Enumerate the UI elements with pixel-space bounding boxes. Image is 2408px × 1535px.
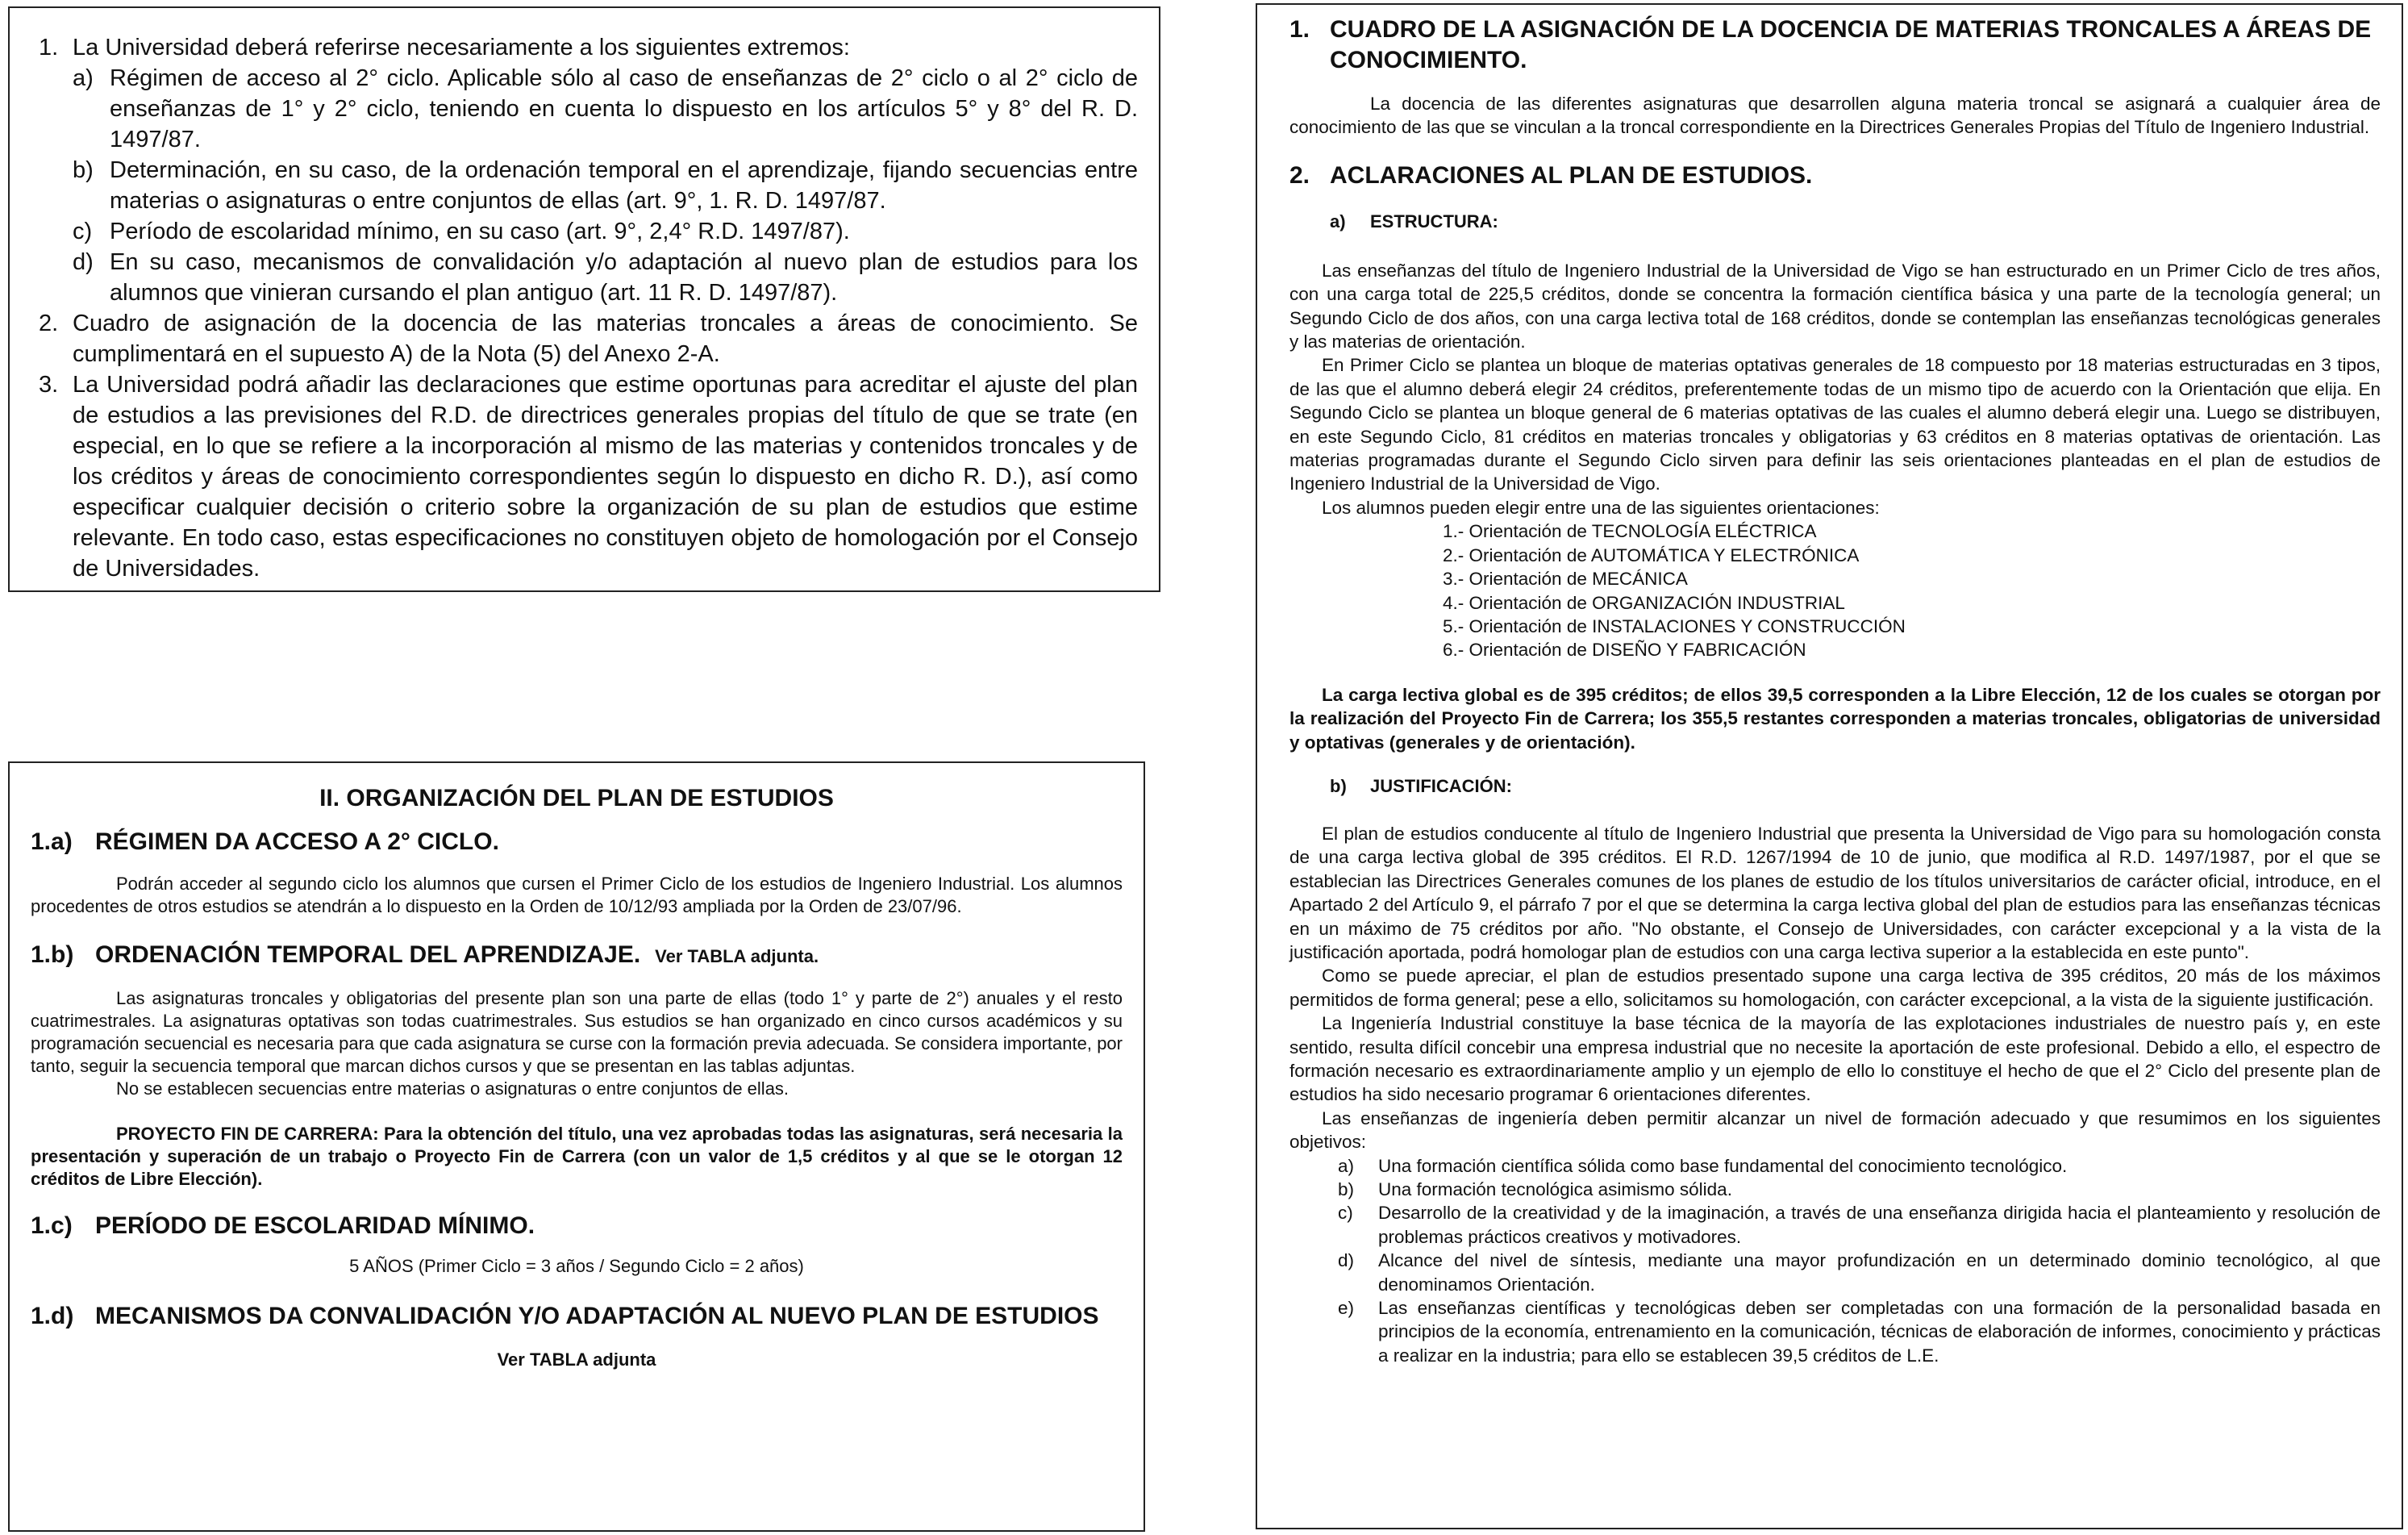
subheading-code: a) [1330,211,1346,232]
item-number: 1. [39,35,59,60]
item-number: 3. [39,372,59,398]
subheading-a [1330,211,2381,233]
paragraph-2b-1: El plan de estudios conducente al título de Ingeniero Industrial que presenta la Universidad de Vigo para su homologación consta de una carga lectiva global de 395 créditos. El R.D. 1267/1994 de 10 de junio, que modifica al R.D. 1497/1987, por el que se establecian las Directrices Generales comunes de los planes de estudio de los títulos universitarios de carácter oficial, introduce, en el Apartado 2 del Artículo 9, el párrafo 7 por el que se determina la carga lectiva global del plan de estudios para las enseñanzas técnicas en un máximo de 75 créditos por año. "No obstante, el Consejo de Universidades, con carácter excepcional y a la vista de la justificación aportada, podrá homologar plan de estudios con una carga lectiva superior a la establecida en este punto". [1289,823,2381,962]
sub-item-a [73,63,1138,155]
sub-text: Régimen de acceso al 2° ciclo. Aplicable sólo al caso de enseñanzas de 2° ciclo o al 2° ciclo de enseñanzas de 1° y 2° ciclo, teniendo en cuenta lo dispuesto en los artículos 5° y 8° del R. D. 1497/87. [110,65,1138,152]
sub-mark: c) [73,219,93,244]
subheading-b [1330,775,2381,798]
heading-code: 1.c) [31,1212,73,1239]
table-reference: Ver TABLA adjunta. [655,946,819,966]
sub-item-d [73,247,1138,308]
heading-text: RÉGIMEN DA ACCESO A 2° CICLO. [95,828,499,855]
objective-mark: b) [1338,1179,1355,1200]
paragraph-2a-4: La carga lectiva global es de 395 créditos; de ellos 39,5 corresponden a la Libre Elección, 12 de los cuales se otorgan por la realización del Proyecto Fin de Carrera; los 355,5 restantes corresponden a materias troncales, obligatorias de universidad y optativas (generales y de orientación). [1289,684,2381,753]
paragraph-1b-2: No se establecen secuencias entre materias o asignaturas o entre conjuntos de ellas. [116,1078,789,1099]
objective-mark: a) [1338,1155,1355,1176]
orientation-item: 4.- Orientación de ORGANIZACIÓN INDUSTRIAL [1443,592,1845,613]
heading-2 [1289,161,2381,191]
paragraph-1c: 5 AÑOS (Primer Ciclo = 3 años / Segundo Ciclo = 2 años) [349,1256,804,1276]
objective-text: Las enseñanzas científicas y tecnológicas deben ser completadas con una formación de la personalidad basada en principios de la economía, entrenamiento en la comunicación, técnicas de elaboración de informes, conocimiento y prácticas a realizar en la industria; para ello se establecen 39,5 créditos de L.E. [1378,1298,2381,1366]
heading-1 [1289,15,2381,76]
objective-text: Una formación tecnológica asimismo sólida. [1378,1179,1732,1200]
subheading-text: JUSTIFICACIÓN: [1370,775,1512,796]
objective-item [1289,1296,2381,1367]
paragraph-2b-3: La Ingeniería Industrial constituye la base técnica de la mayoría de las explotaciones industriales de nuestro país y, en este sentido, resulta difícil concebir una empresa industrial que no necesite la aportación de este profesional. Debido a ello, el espectro de formación necesario es extraordinariamente amplio y un ejemplo de ello lo constituye el hecho de que el 2° Ciclo del presente plan de estudios ha sido necesario programar 6 orientaciones diferentes. [1289,1013,2381,1105]
clarifications-box [1256,3,2403,1529]
objective-item [1289,1201,2381,1249]
objective-text: Una formación científica sólida como base fundamental del conocimiento tecnológico. [1378,1155,2068,1176]
heading-code: 1.d) [31,1303,74,1329]
heading-text: ORDENACIÓN TEMPORAL DEL APRENDIZAJE. [95,941,641,968]
instructions-list [39,32,1138,584]
heading-code: 2. [1289,161,1310,189]
orientation-item: 5.- Orientación de INSTALACIONES Y CONSTRUCCIÓN [1443,615,1906,636]
sub-mark: d) [73,249,94,275]
subheading-code: b) [1330,775,1347,796]
sub-item-b [73,155,1138,216]
heading-text: ACLARACIONES AL PLAN DE ESTUDIOS. [1330,161,1813,189]
heading-1c [31,1210,1123,1242]
item-text: La Universidad podrá añadir las declaraciones que estime oportunas para acreditar el ajuste del plan de estudios a las previsiones del R.D. de directrices generales propias del título de que se trate (en especial, en lo que se refiere a la incorporación al mismo de las materias y contenidos troncales y de los créditos y áreas de conocimiento correspondientes según lo dispuesto en dicho R. D.), así como especificar cualquier decisión o criterio sobre la organización de su plan de estudios que estime relevante. En todo caso, estas especificaciones no constituyen objeto de homologación por el Consejo de Universidades. [73,372,1138,582]
instruction-item-1 [39,32,1138,308]
objective-mark: c) [1338,1203,1353,1224]
sub-list [73,63,1138,308]
sub-mark: a) [73,65,94,91]
section-title: II. ORGANIZACIÓN DEL PLAN DE ESTUDIOS [319,785,834,811]
sub-text: En su caso, mecanismos de convalidación y/o adaptación al nuevo plan de estudios para los alumnos que vinieran cursando el plan antiguo (art. 11 R. D. 1497/87). [110,249,1138,306]
paragraph-2b-2: Como se puede apreciar, el plan de estudios presentado supone una carga lectiva de 395 créditos, 20 más de los máximos permitidos de forma general; pese a ello, solicitamos su homologación, con carácter excepcional, a la vista de la siguiente justificación. [1289,966,2381,1010]
objective-mark: e) [1338,1298,1355,1319]
heading-1b [31,939,1123,973]
instruction-item-3 [39,369,1138,584]
sub-item-c [73,216,1138,247]
objective-item [1289,1154,2381,1178]
paragraph-1d: Ver TABLA adjunta [497,1349,656,1370]
orientation-item: 6.- Orientación de DISEÑO Y FABRICACIÓN [1443,640,1806,661]
paragraph-1b-1: Las asignaturas troncales y obligatorias del presente plan son una parte de ellas (todo 1° y parte de 2°) anuales y el resto cuatrimestrales. La asignaturas optativas son todas cuatrimestrales. Sus estudios se han organizado en cinco cursos académicos y su programación secuencial es necesaria para que cada asignatura se curse con la formación previa adecuada. Se considera importante, por tanto, seguir la secuencia temporal que marcan dichos cursos y que se presentan en las tablas adjuntas. [31,988,1123,1076]
orientation-item: 3.- Orientación de MECÁNICA [1443,569,1688,590]
heading-1a [31,826,1123,858]
orientation-item: 2.- Orientación de AUTOMÁTICA Y ELECTRÓNICA [1443,544,1860,565]
subheading-text: ESTRUCTURA: [1370,211,1498,232]
objective-item [1289,1249,2381,1296]
paragraph-1b-3: PROYECTO FIN DE CARRERA: Para la obtención del título, una vez aprobadas todas las asignaturas, será necesaria la presentación y superación de un trabajo o Proyecto Fin de Carrera (con un valor de 1,5 créditos y al que se le otorgan 12 créditos de Libre Elección). [31,1124,1123,1189]
orientation-list [1289,519,2381,661]
paragraph-2a-1: Las enseñanzas del título de Ingeniero Industrial de la Universidad de Vigo se han estructurado en un Primer Ciclo de tres años, con una carga total de 225,5 créditos, donde se concentra la formación científica básica y una parte de la tecnología general; un Segundo Ciclo de dos años, con una carga lectiva total de 168 créditos, donde se contemplan las enseñanzas tecnológicas generales y las materias de orientación. [1289,260,2381,352]
objective-item [1289,1178,2381,1201]
item-text: La Universidad deberá referirse necesariamente a los siguientes extremos: [73,35,850,60]
heading-code: 1.a) [31,828,73,855]
paragraph-2b-4: Las enseñanzas de ingeniería deben permitir alcanzar un nivel de formación adecuado y que resumimos en los siguientes objetivos: [1289,1107,2381,1153]
objectives-list [1289,1154,2381,1368]
item-text: Cuadro de asignación de la docencia de las materias troncales a áreas de conocimiento. Se cumplimentará en el supuesto A) de la Nota (5) del Anexo 2-A. [73,311,1138,367]
sub-mark: b) [73,157,94,183]
objective-text: Alcance del nivel de síntesis, mediante una mayor profundización en un determinado dominio tecnológico, al que denominamos Orientación. [1378,1250,2381,1295]
objective-mark: d) [1338,1250,1355,1271]
paragraph-2a-2: En Primer Ciclo se plantea un bloque de materias optativas generales de 18 compuesto por 18 materias estructuradas en 3 tipos, de las que el alumno deberá elegir 24 créditos, preferentemente todas de un mismo tipo de acuerdo con la Orientación que elija. En Segundo Ciclo se plantea un bloque general de 6 materias optativas de las cuales el alumno deberá elegir una. Luego se distribuyen, en este Segundo Ciclo, 81 créditos en materias troncales y obligatorias y 63 créditos en 8 materias optativas de orientación. Las materias programadas durante el Segundo Ciclo sirven para definir las seis orientaciones planteadas en el plan de estudios de Ingeniero Industrial de la Universidad de Vigo. [1289,355,2381,494]
heading-text: CUADRO DE LA ASIGNACIÓN DE LA DOCENCIA DE MATERIAS TRONCALES A ÁREAS DE CONOCIMIENTO. [1330,16,2372,73]
organization-box [8,761,1145,1532]
paragraph-2a-3: Los alumnos pueden elegir entre una de las siguientes orientaciones: [1322,497,1880,518]
paragraph-1a: Podrán acceder al segundo ciclo los alumnos que cursen el Primer Ciclo de los estudios de Ingeniero Industrial. Los alumnos procedentes de otros estudios se atendrán a lo dispuesto en la Orden de 10/12/93 ampliada por la Orden de 23/07/96. [31,874,1123,916]
heading-code: 1.b) [31,941,74,968]
heading-text: MECANISMOS DA CONVALIDACIÓN Y/O ADAPTACIÓN AL NUEVO PLAN DE ESTUDIOS [95,1303,1099,1329]
sub-text: Período de escolaridad mínimo, en su caso (art. 9°, 2,4° R.D. 1497/87). [110,219,850,244]
paragraph-1: La docencia de las diferentes asignaturas que desarrollen alguna materia troncal se asignará a cualquier área de conocimiento de las que se vinculan a la troncal correspondiente en la Directrices Generales Propias del Título de Ingeniero Industrial. [1289,94,2381,138]
heading-text: PERÍODO DE ESCOLARIDAD MÍNIMO. [95,1212,535,1239]
instructions-box [8,6,1160,592]
heading-code: 1. [1289,16,1310,43]
orientation-item: 1.- Orientación de TECNOLOGÍA ELÉCTRICA [1443,521,1817,542]
item-number: 2. [39,311,59,336]
instruction-item-2 [39,308,1138,369]
heading-1d [31,1300,1123,1333]
objective-text: Desarrollo de la creatividad y de la imaginación, a través de una enseñanza dirigida hacia el planteamiento y resolución de problemas prácticos creativos y motivadores. [1378,1203,2381,1247]
sub-text: Determinación, en su caso, de la ordenación temporal en el aprendizaje, fijando secuencias entre materias o asignaturas o entre conjuntos de ellas (art. 9°, 1. R. D. 1497/87. [110,157,1138,214]
